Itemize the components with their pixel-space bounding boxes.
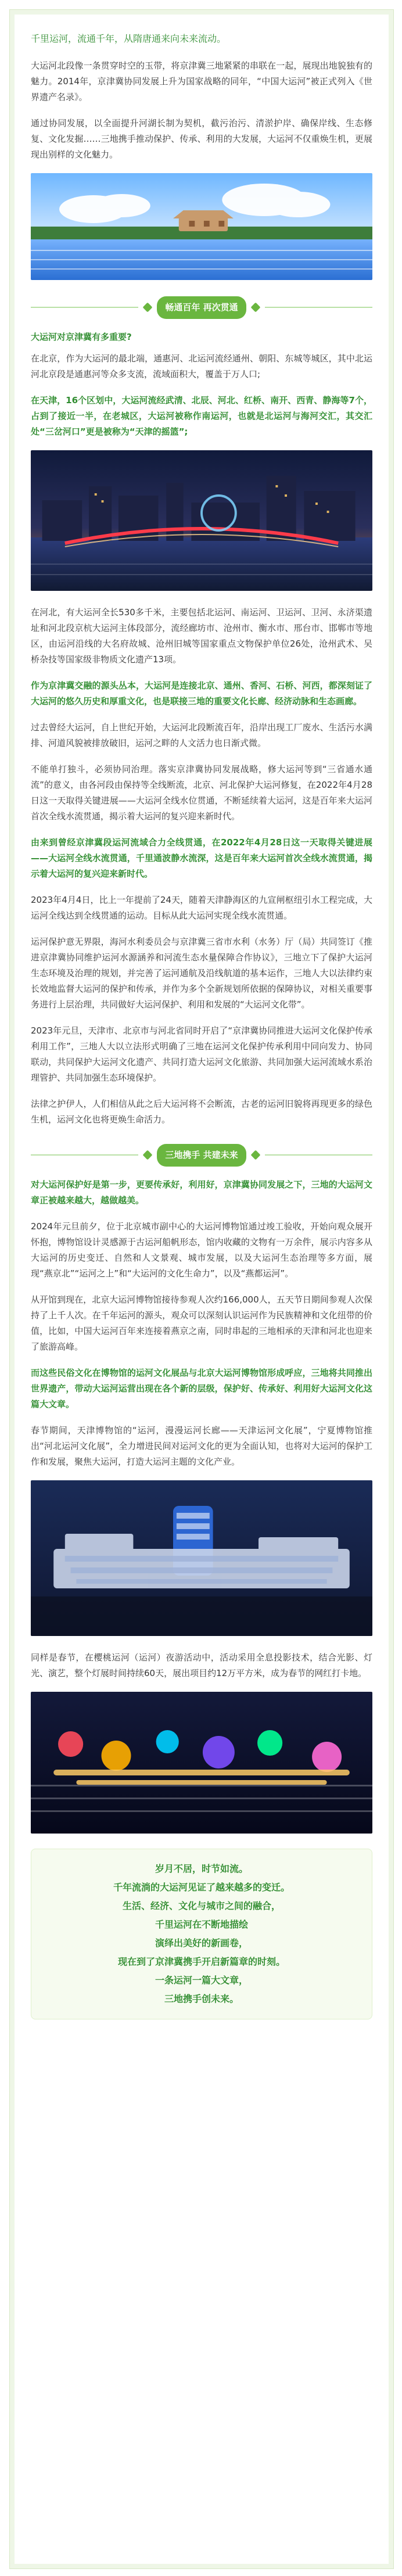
divider-line — [265, 1154, 372, 1156]
section-banner-1 — [31, 296, 372, 319]
hero-image — [31, 173, 372, 280]
closing-line: 现在到了京津冀携手开启新篇章的时刻。 — [117, 1956, 285, 1967]
closing-poem — [41, 1860, 362, 2008]
leaf-icon — [250, 1150, 260, 1160]
closing-box — [31, 1849, 372, 2019]
article-card — [15, 15, 389, 2564]
closing-line: 岁月不居，时节如流。 — [155, 1863, 248, 1874]
leaf-icon — [250, 303, 260, 313]
night-lights-image — [31, 1692, 372, 1834]
section1-paragraph-6: 不能单打独斗，必须协同治理。落实京津冀协同发展战略，修大运河等到“三省通水通流”的意义，由各河段由保持等全线断流，北京、河北保护大运河修复，在2022年4月28日这一天取得关键进展——大运河全线水位贯通，不断延续着大运河，这是百年来大运河首次全线水流贯通，揭示着大运河的复兴迎来新时代。 — [31, 763, 372, 821]
section-title-2: 三地携手 共建未来 — [157, 1144, 246, 1167]
closing-line: 千里运河在不断地描绘 — [155, 1918, 248, 1930]
leaf-icon — [143, 303, 153, 313]
section1-paragraph-9: 2023年元旦，天津市、北京市与河北省同时开启了“京津冀协同推进大运河文化保护传承利用工作”，三地人大以立法形式明确了三地在运河文化保护传承利用中同向发力、协同联动，共同保护大运河文化遗产、共同打造大运河文化旅游、共同加强大运河流域水系治理管护、共同加强生态环境保护。 — [31, 1025, 372, 1083]
city-night-image — [31, 450, 372, 591]
section1-paragraph-1: 在北京，作为大运河的最北端，通惠河、北运河流经通州、朝阳、东城等城区，其中北运河北京段是通惠河等众多支流，流域面积大，覆盖于万人口; — [31, 353, 372, 379]
section1-paragraph-3: 在河北，有大运河全长530多千米，主要包括北运河、南运河、卫运河、卫河、永济渠遗址和河北段京杭大运河主体段部分，流经廊坊市、沧州市、衡水市、邢台市、邯郸市等地区，由运河沿线的大名府故城、沧州旧城等国家重点文物保护单位26处，沧州武术、吴桥杂技等国家级非物质文化遗产13项。 — [31, 607, 372, 665]
closing-line: 生活、经济、文化与城市之间的融合， — [122, 1900, 281, 1911]
section1-paragraph-7: 2023年4月4日，比上一年提前了24天，随着天津静海区的九宣闸枢纽引水工程完成，大运河全线达到全线贯通的运动。目标从此大运河实现全线水流贯通。 — [31, 894, 372, 921]
lead-line: 千里运河，流通千年，从隋唐通来向未来流动。 — [31, 33, 227, 44]
article-content — [31, 31, 372, 2019]
section1-paragraph-4-bold: 作为京津冀交融的源头丛本，大运河是连接北京、通州、香河、石桥、河西，都深刻证了大运河的悠久历史和厚重文化，也是联接三地的重要文化长廊、经济动脉和生态画廊。 — [31, 680, 372, 706]
section1-paragraph-2-bold: 在天津，16个区划中，大运河流经武清、北辰、河北、红桥、南开、西青、静海等7个，占到了接近一半，在老城区，大运河被称作南运河，也就是北运河与海河交汇，其交汇处“三岔河口”更是被称为“天津的摇篮”; — [31, 394, 372, 437]
intro-paragraph-1: 大运河北段像一条贯穿时空的玉带，将京津冀三地紧紧的串联在一起，展现出地貌独有的魅力。2014年，京津冀协同发展上升为国家战略的同年，“中国大运河”被正式列入《世界遗产名录》。 — [31, 60, 372, 102]
section-banner-2 — [31, 1144, 372, 1167]
section1-paragraph-10: 法律之护伊人，人们相信从此之后大运河将不会断流，古老的运河旧貌将再现更多的绿色生机，运河文化也将更焕生命活力。 — [31, 1098, 372, 1125]
question-heading: 大运河对京津冀有多重要? — [31, 331, 132, 342]
divider-line — [31, 1154, 138, 1156]
leaf-icon — [143, 1150, 153, 1160]
section2-paragraph-3: 春节期间，天津博物馆的“运河，漫漫运河长廊——天津运河文化展”，宁夏博物馆推出“河北运河文化展”，全力增进民间对运河文化的更为全面认知，也将对大运河的保护工作和发展，聚焦大运河，打造大运河主题的文化产业。 — [31, 1425, 372, 1467]
intro-paragraph-2: 通过协同发展，以全面提升河湖长制为契机，截污治污、清淤护岸、确保岸线、生态修复、文化发掘……三地携手推动保护、传承、利用的大发展，大运河不仅重焕生机，更展现出别样的文化魅力。 — [31, 117, 372, 160]
closing-line: 演绎出美好的新画卷， — [155, 1937, 248, 1949]
divider-line — [31, 307, 138, 308]
closing-line: 千年流淌的大运河见证了越来越多的变迁。 — [113, 1881, 290, 1893]
section2-paragraph-1: 2024年元旦前夕，位于北京城市副中心的大运河博物馆通过竣工验收，开始向观众展开怀抱，博物馆设计灵感源于古运河船帆形态，馆内收藏的文物有一万余件，展示内容多从大运河的历史变迁、自然和人文景观、城市发展，以及大运河生态治理等多方面，展现“燕京北”“运河之上”和“大运河的文化生命力”，以及“燕都运河”。 — [31, 1221, 372, 1279]
divider-line — [265, 307, 372, 308]
closing-line: 三地携手创未来。 — [164, 1993, 239, 2004]
section-title-1: 畅通百年 再次贯通 — [157, 296, 246, 319]
section2-intro-bold: 对大运河保护好是第一步，更要传承好，利用好，京津冀协同发展之下，三地的大运河文章正被越来越大，越做越美。 — [31, 1179, 372, 1206]
closing-line: 一条运河一篇大文章， — [155, 1974, 248, 1986]
section2-paragraph-4: 同样是春节，在樱桃运河（运河）夜游活动中，活动采用全息投影技术，结合光影、灯光、演艺，整个灯展时间持续60天，展出项目约12万平方米，成为春节的网红打卡地。 — [31, 1652, 372, 1678]
section1-paragraph-5: 过去曾经大运河，自上世纪开始，大运河北段断流百年，沿岸出现工厂废水、生活污水满排、河道风貌被排放破旧，运河之畔的人文活力也日渐式微。 — [31, 722, 372, 748]
museum-image — [31, 1480, 372, 1636]
section1-paragraph-6-bold: 由来到曾经京津冀段运河流域合力全线贯通，在2022年4月28日这一天取得关键进展——大运河全线水流贯通，千里通波静水流深，这是百年来大运河首次全线水流贯通，揭示着大运河的复兴迎来新时代。 — [31, 837, 372, 879]
section2-paragraph-2-bold: 而这些民俗文化在博物馆的运河文化展品与北京大运河博物馆形成呼应，三地将共同推出世界遗产，带动大运河运营出现在各个新的层级，保护好、传承好、利用好大运河文化这篇大文章。 — [31, 1367, 372, 1409]
outer-frame — [9, 9, 394, 2569]
section1-paragraph-8: 运河保护意无界限，海河水利委员会与京津冀三省市水利（水务）厅（局）共同签订《推进京津冀协同维护运河水源涵养和河流生态水量保障合作协议》，三地立下了保护大运河生态环境及治理的规划，并完善了运河通航及沿线航道的基本运作，三地人大以法律约束长效地监督大运河的保护和传承，并作为多个全新规划所依据的保障协议，对相关重要事务进行上层治理，共同做好大运河保护、利用和发展的“大运河文化带”。 — [31, 936, 372, 1010]
section2-paragraph-2: 从开馆到现在，北京大运河博物馆接待参观人次约166,000人，五天节日期间参观人次保持了上千人次。在千年运河的源头，观众可以深刻认识运河作为民族精神和文化纽带的价值，比如，中国大运河百年来连接着燕京之南，同时串起的三地相承的天津和河北也迎来了旅游高峰。 — [31, 1294, 372, 1352]
